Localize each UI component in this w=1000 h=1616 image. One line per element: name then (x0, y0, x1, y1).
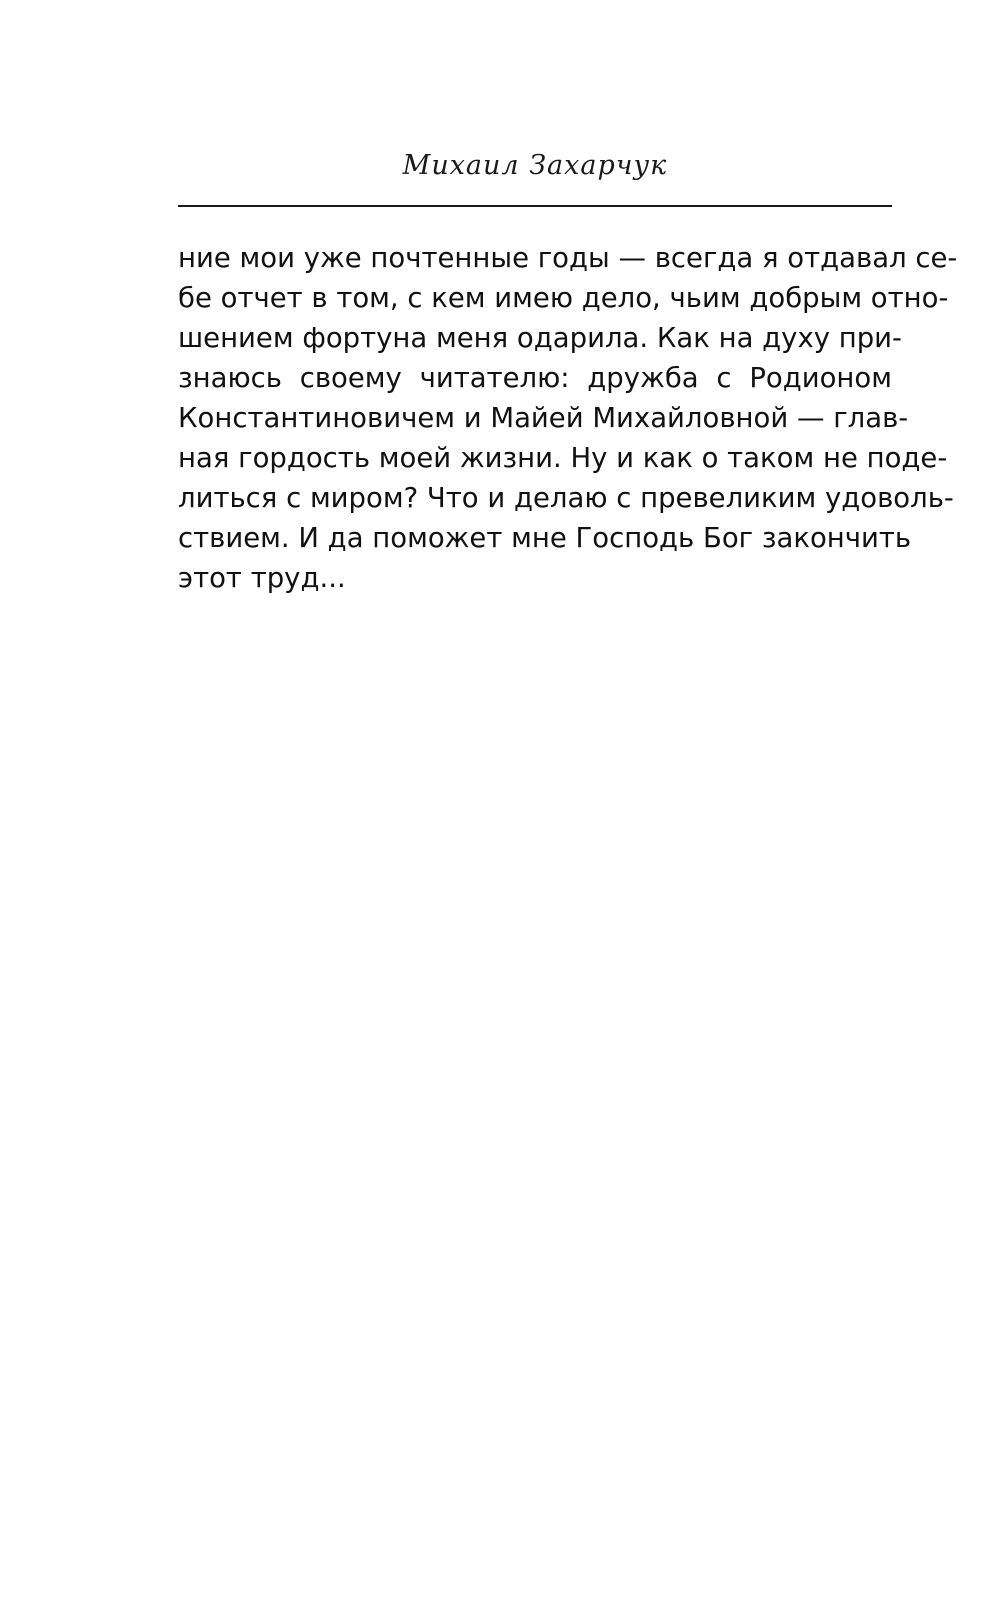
header-rule (178, 205, 892, 207)
running-head-author: Михаил Захарчук (402, 150, 668, 181)
text-line: бе отчет в том, с кем имею дело, чьим добрым отно- (178, 282, 949, 314)
text-line: шением фортуна меня одарила. Как на духу при- (178, 322, 902, 354)
text-line: ние мои уже почтенные годы — всегда я отдавал се- (178, 242, 958, 274)
text-line: этот труд... (178, 562, 346, 594)
body-paragraph (178, 238, 958, 598)
text-line: ствием. И да поможет мне Господь Бог закончить (178, 522, 912, 554)
text-line: Константиновичем и Майей Михайловной — глав- (178, 402, 909, 434)
text-line: знаюсь своему читателю: дружба с Родионом (178, 362, 892, 394)
text-line: ная гордость моей жизни. Ну и как о таком не поде- (178, 442, 948, 474)
text-line: литься с миром? Что и делаю с превеликим удоволь- (178, 482, 954, 514)
